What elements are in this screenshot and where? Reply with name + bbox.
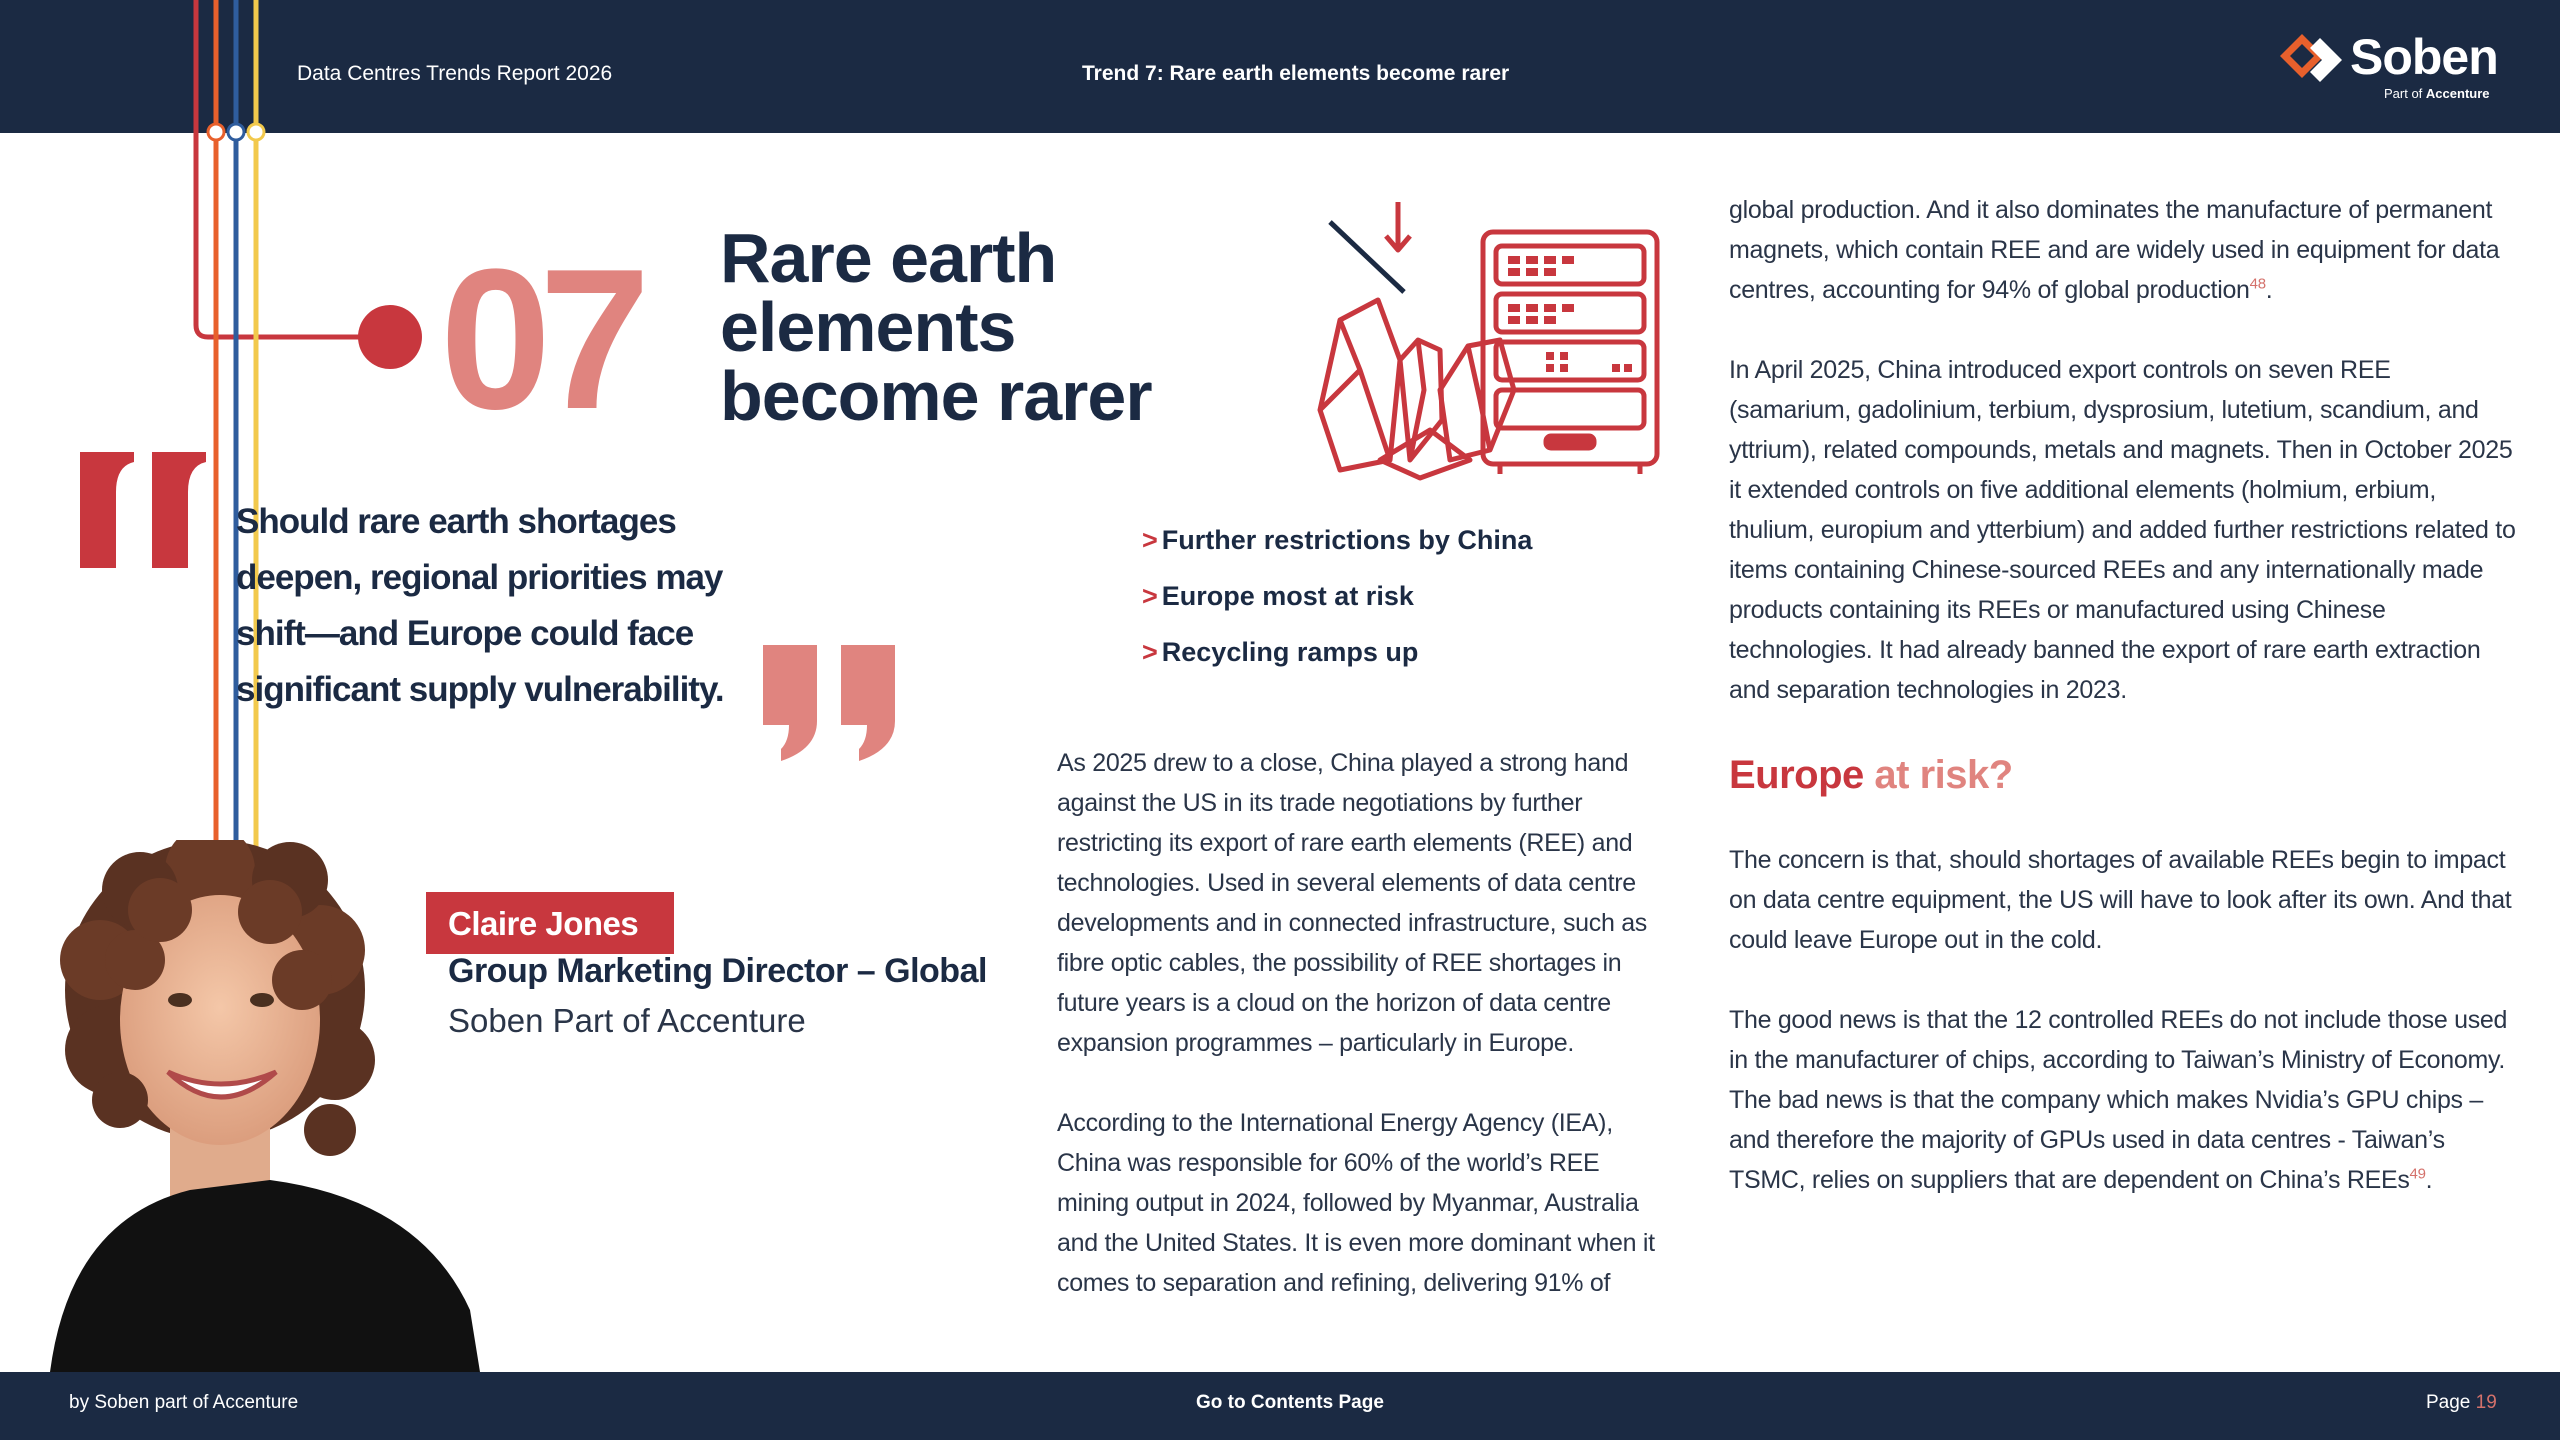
open-quote-icon (72, 452, 214, 572)
key-point-label: Further restrictions by China (1161, 525, 1533, 555)
soben-logo-icon (2280, 32, 2344, 84)
headline-line: Rare earth (720, 219, 1057, 297)
subheading-part: at risk? (1863, 753, 2013, 797)
page-number: 19 (2475, 1392, 2497, 1413)
body-paragraph: According to the International Energy Agency (IEA), China was responsible for 60% of the world’s REE mining output in 2024, followed by Myanmar, Australia and the United States. It is even more dominant when it comes to separation and refining, delivering 91% of (1057, 1109, 1655, 1297)
close-quote-icon (763, 645, 901, 763)
section-subheading (1729, 750, 2519, 800)
key-point-label: Europe most at risk (1161, 581, 1414, 611)
logo-sub-brand: Accenture (2425, 86, 2490, 101)
chevron-right-icon: > (1142, 525, 1158, 555)
key-points-list (1142, 520, 1532, 688)
body-paragraph: The concern is that, should shortages of available REEs begin to impact on data centre equipment, the US will have to look after its own. And that could leave Europe out in the cold. (1729, 846, 2512, 954)
person-company: Soben Part of Accenture (448, 1002, 806, 1039)
footnote-ref[interactable]: 49 (2409, 1165, 2426, 1183)
page-label: Page (2426, 1392, 2476, 1413)
page-indicator (2426, 1392, 2497, 1414)
body-paragraph (1729, 1000, 2519, 1200)
timeline-dot (358, 305, 422, 369)
person-name: Claire Jones (448, 905, 639, 942)
contents-link[interactable]: Go to Contents Page (1196, 1392, 1384, 1413)
chevron-right-icon: > (1142, 581, 1158, 611)
key-point[interactable] (1142, 520, 1532, 576)
subheading-part: Europe (1729, 753, 1864, 797)
body-column-middle (1057, 743, 1657, 1343)
logo-subtitle (2384, 86, 2490, 101)
key-point-label: Recycling ramps up (1161, 637, 1419, 667)
trend-number: 07 (440, 228, 639, 451)
crystals-server-illustration (1300, 190, 1680, 490)
body-text-end: . (2425, 1166, 2433, 1194)
body-paragraph: As 2025 drew to a close, China played a strong hand against the US in its trade negotiations by further restricting its export of rare earth elements (REE) and technologies. Used in several elements of data centre developments and in connected infrastructure, such as fibre optic cables, the possibility of REE shortages in future years is a cloud on the horizon of data centre expansion programmes – particularly in Europe. (1057, 749, 1648, 1057)
footnote-ref[interactable]: 48 (2249, 275, 2266, 293)
pull-quote: Should rare earth shortages deepen, regional priorities may shift—and Europe could face significant supply vulnerability. (236, 502, 724, 709)
trend-title: Trend 7: Rare earth elements become rarer (1082, 62, 1510, 85)
body-text-end: . (2265, 276, 2273, 304)
logo-sub-prefix: Part of (2384, 86, 2423, 101)
key-point[interactable] (1142, 576, 1532, 632)
headline (720, 219, 1220, 435)
body-text: global production. And it also dominates the manufacture of permanent magnets, which contain REE and are widely used in equipment for data centres, accounting for 94% of global production (1729, 196, 2500, 304)
soben-logo[interactable] (2280, 28, 2520, 108)
report-title: Data Centres Trends Report 2026 (297, 62, 613, 85)
chevron-right-icon: > (1142, 637, 1158, 667)
body-paragraph: In April 2025, China introduced export controls on seven REE (samarium, gadolinium, terbium, dysprosium, lutetium, scandium, and yttrium), related compounds, metals and magnets. Then in October 2025 it extended controls on five additional elements (holmium, erbium, thulium, europium and ytterbium) and added further restrictions related to items containing Chinese-sourced REEs and any internationally made products containing its REEs or manufactured using Chinese technologies. It had already banned the export of rare earth extraction and separation technologies in 2023. (1729, 356, 2516, 704)
headline-line: become rarer (720, 357, 1152, 435)
body-column-right (1729, 190, 2519, 1240)
body-paragraph (1729, 190, 2519, 310)
key-point[interactable] (1142, 632, 1532, 688)
logo-wordmark: Soben (2350, 29, 2498, 85)
headline-line: elements (720, 288, 1016, 366)
person-title: Group Marketing Director – Global (448, 952, 987, 990)
footer-credit: by Soben part of Accenture (69, 1392, 299, 1413)
body-text: The good news is that the 12 controlled REEs do not include those used in the manufacturer of chips, according to Taiwan’s Ministry of Economy. The bad news is that the company which makes Nvidia’s GPU chips – and therefore the majority of GPUs used in data centres - Taiwan’s TSMC, relies on suppliers that are dependent on China’s REEs (1729, 1006, 2508, 1194)
